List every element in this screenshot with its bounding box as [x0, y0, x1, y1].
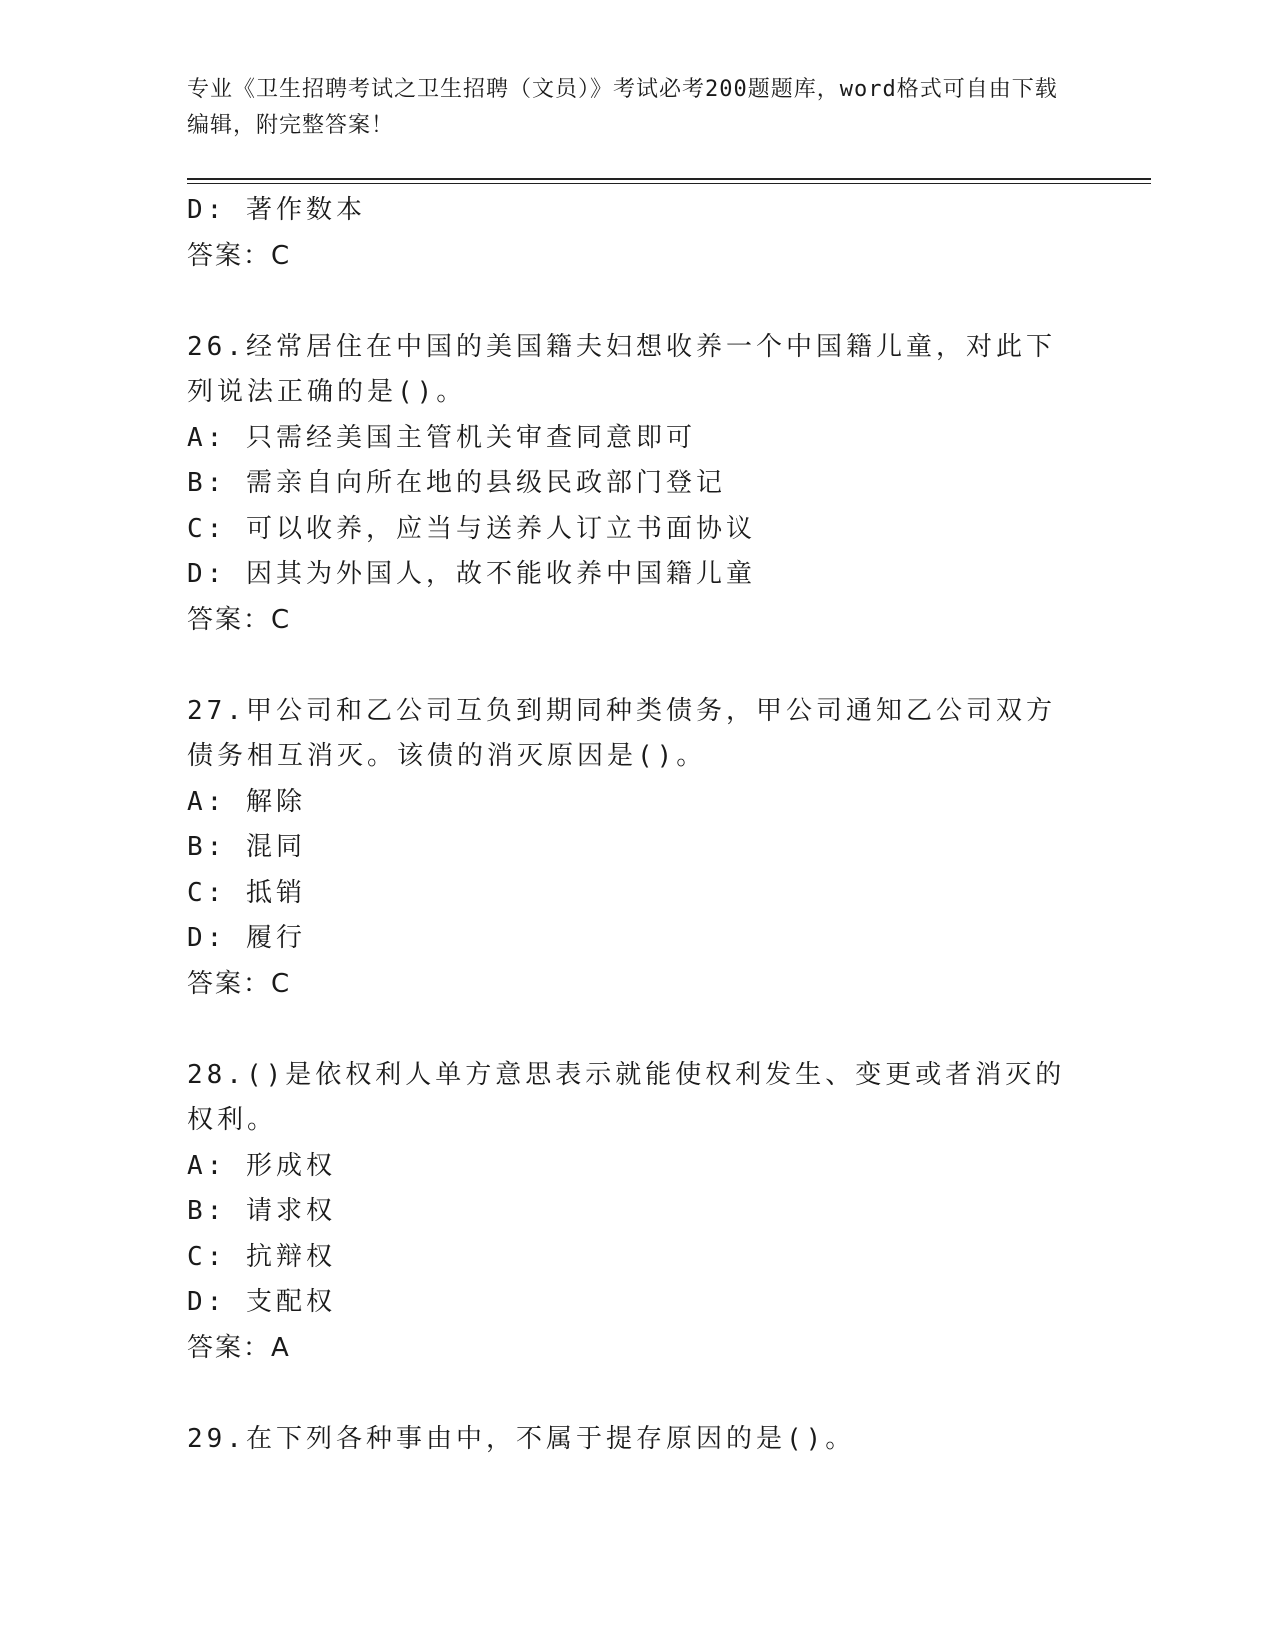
answer: 答案：C — [187, 240, 292, 271]
header-divider-thick — [187, 178, 1151, 180]
option-a: A: 形成权 — [187, 1150, 336, 1181]
option-d: D: 支配权 — [187, 1287, 336, 1317]
option-b: B: 需亲自向所在地的县级民政部门登记 — [187, 468, 726, 498]
question-27 — [187, 689, 1087, 1008]
option-b: B: 混同 — [187, 832, 306, 862]
answer: 答案：C — [187, 968, 292, 999]
option-d: D: 履行 — [187, 923, 306, 953]
question-content — [187, 188, 1087, 1462]
answer: 答案：A — [187, 1332, 291, 1363]
question-29 — [187, 1417, 1087, 1463]
question-stem: 26.经常居住在中国的美国籍夫妇想收养一个中国籍儿童，对此下列说法正确的是()。 — [187, 331, 1056, 407]
option-d: D: 著作数本 — [187, 195, 366, 225]
question-28 — [187, 1053, 1087, 1372]
question-stem: 28.()是依权利人单方意思表示就能使权利发生、变更或者消灭的权利。 — [187, 1059, 1066, 1135]
question-stem: 29.在下列各种事由中，不属于提存原因的是()。 — [187, 1423, 856, 1454]
document-header: 专业《卫生招聘考试之卫生招聘（文员）》考试必考200题题库，word格式可自由下载编辑，附完整答案！ — [187, 77, 1058, 138]
option-c: C: 抗辩权 — [187, 1241, 336, 1272]
question-stem: 27.甲公司和乙公司互负到期同种类债务，甲公司通知乙公司双方债务相互消灭。该债的消灭原因是()。 — [187, 695, 1056, 771]
option-c: C: 可以收养，应当与送养人订立书面协议 — [187, 513, 756, 544]
option-a: A: 解除 — [187, 786, 306, 817]
option-d: D: 因其为外国人，故不能收养中国籍儿童 — [187, 559, 756, 589]
option-c: C: 抵销 — [187, 877, 306, 908]
option-a: A: 只需经美国主管机关审查同意即可 — [187, 422, 696, 453]
option-b: B: 请求权 — [187, 1196, 336, 1226]
answer: 答案：C — [187, 604, 292, 635]
header-divider-thin — [187, 183, 1151, 184]
question-26 — [187, 325, 1087, 644]
